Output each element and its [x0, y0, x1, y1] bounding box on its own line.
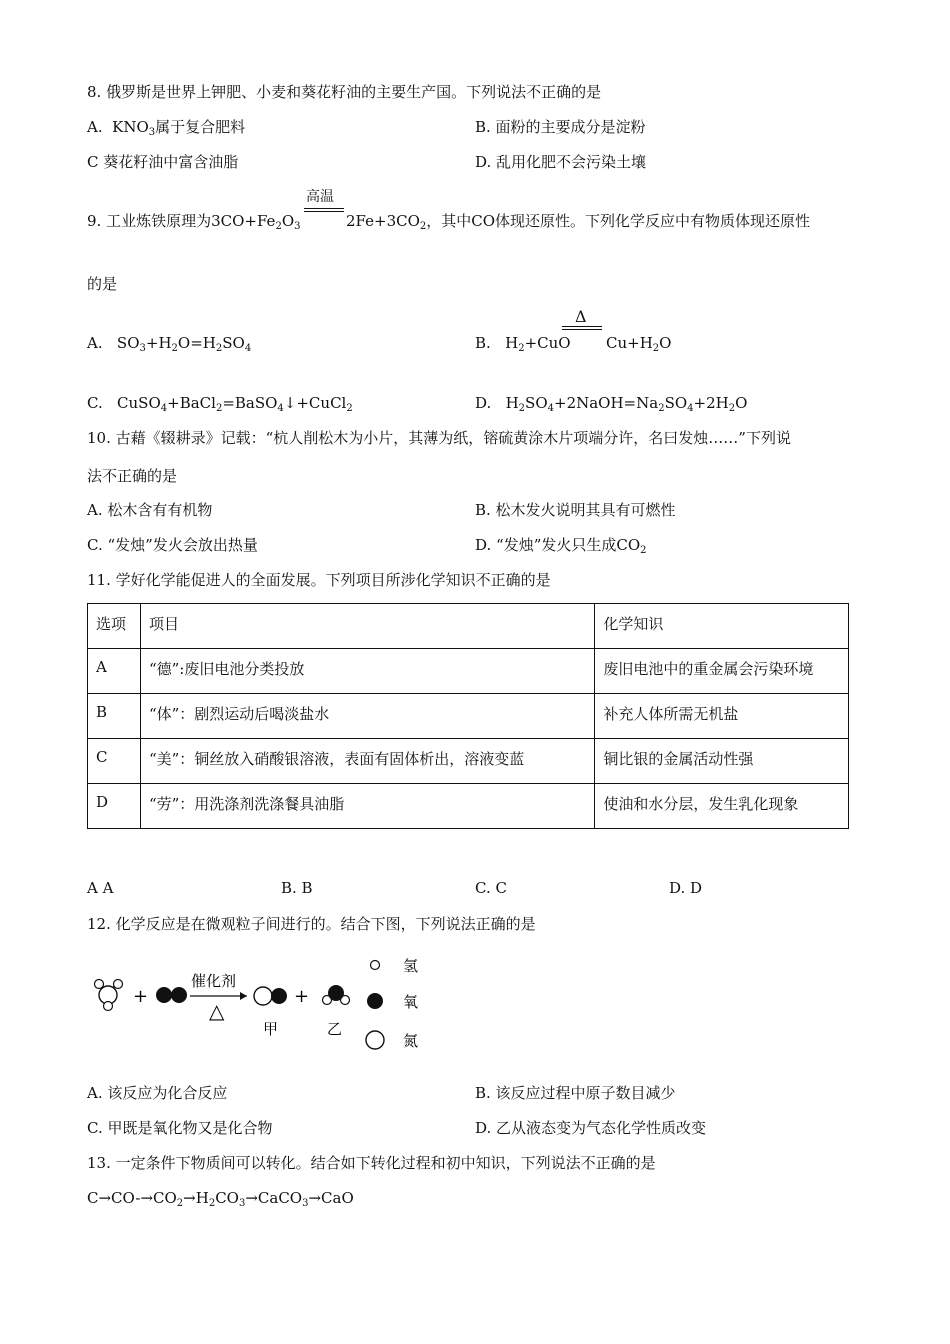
- legend: [366, 958, 418, 1050]
- q13-stem: 13. 一定条件下物质间可以转化。结合如下转化过程和初中知识，下列说法不正确的是: [87, 1154, 656, 1172]
- q9-stem-right: $2Fe+3CO_2$，其中CO体现还原性。下列化学反应中有物质体现还原性: [346, 212, 811, 232]
- product-yi-molecule: [323, 985, 350, 1005]
- hydrogen-legend-icon: [371, 961, 380, 970]
- table-row: [88, 649, 849, 694]
- q10-option-c: C. “发烛”发火会放出热量: [87, 536, 258, 554]
- table-cell: D: [88, 784, 141, 829]
- q9-b-heat-symbol: Δ: [575, 307, 587, 326]
- q10-option-d: D. “发烛”发火只生成$CO_2$: [475, 536, 647, 556]
- q9-option-c: C. CuSO$_4$+BaCl$_2$=BaSO$_4$↓+CuCl$_2$: [87, 394, 353, 414]
- q8-option-b: B. 面粉的主要成分是淀粉: [475, 118, 646, 136]
- q10-stem-line1: 10. 古藉《辍耕录》记载：“杭人削松木为小片，其薄为纸，镕硫黄涂木片项端分许，名曰发烛……”下列说: [87, 429, 791, 447]
- nitrogen-legend-icon: [366, 1031, 384, 1049]
- table-header: 项目: [140, 604, 594, 649]
- table-cell: 使油和水分层，发生乳化现象: [595, 784, 849, 829]
- heat-symbol: △: [209, 999, 225, 1023]
- table-cell: A: [88, 649, 141, 694]
- q11-stem: 11. 学好化学能促进人的全面发展。下列项目所涉化学知识不正确的是: [87, 571, 551, 589]
- q9-condition-high-temp: 高温: [306, 189, 334, 205]
- q10-option-a: A. 松木含有有机物: [87, 501, 213, 519]
- q9-option-b-left: B. $H_2+CuO$: [475, 334, 571, 354]
- q8-stem: 8. 俄罗斯是世界上钾肥、小麦和葵花籽油的主要生产国。下列说法不正确的是: [87, 83, 602, 101]
- table-cell: “劳”：用洗涤剂洗涤餐具油脂: [140, 784, 594, 829]
- q11-table: [87, 603, 849, 829]
- q12-option-b: B. 该反应过程中原子数目减少: [475, 1084, 676, 1102]
- table-cell: B: [88, 694, 141, 739]
- table-row: [88, 694, 849, 739]
- q10-option-b: B. 松木发火说明其具有可燃性: [475, 501, 676, 519]
- q8-option-d: D. 乱用化肥不会污染土壤: [475, 153, 647, 171]
- catalyst-label: 催化剂: [191, 973, 237, 990]
- q9-equals-bar: [304, 208, 344, 212]
- legend-nitrogen: 氮: [403, 1033, 419, 1050]
- jia-label: 甲: [263, 1021, 279, 1038]
- q11-option-c: C. C: [475, 879, 507, 897]
- q11-option-d: D. D: [669, 879, 703, 897]
- q13-conversion-chain: $C\to CO-\to CO_2\to H_2CO_3\to CaCO_3\to CaO$: [87, 1189, 354, 1209]
- q9-stem-left: 9. 工业炼铁原理为$3CO+Fe_2O_3$: [87, 212, 301, 232]
- product-jia-molecule: [254, 987, 287, 1005]
- ammonia-molecule: [95, 980, 123, 1011]
- q8-option-c: C 葵花籽油中富含油脂: [87, 153, 239, 171]
- oxygen-molecule: [156, 987, 187, 1003]
- table-cell: 废旧电池中的重金属会污染环境: [595, 649, 849, 694]
- plus-sign: +: [133, 986, 149, 1007]
- q11-option-b: B. B: [281, 879, 313, 897]
- table-cell: C: [88, 739, 141, 784]
- q9-option-b-right: $Cu+H_2O$: [606, 334, 672, 354]
- q9-b-equals-bar: [562, 326, 602, 330]
- table-cell: 铜比银的金属活动性强: [595, 739, 849, 784]
- table-cell: 补充人体所需无机盐: [595, 694, 849, 739]
- table-row: [88, 784, 849, 829]
- table-cell: “德”:废旧电池分类投放: [140, 649, 594, 694]
- q9-option-a: A. $SO_3+H_2O=H_2SO_4$: [87, 334, 252, 354]
- q11-option-a: A A: [87, 879, 114, 897]
- q9-stem-line2: 的是: [87, 275, 118, 293]
- q9-option-d: D. $H_2SO_4+2NaOH=Na_2SO_4+2H_2O$: [475, 394, 748, 414]
- table-header: 选项: [88, 604, 141, 649]
- q12-option-c: C. 甲既是氧化物又是化合物: [87, 1119, 273, 1137]
- yi-label: 乙: [327, 1021, 343, 1038]
- q10-stem-line2: 法不正确的是: [87, 467, 178, 485]
- legend-hydrogen: 氢: [403, 958, 419, 975]
- q8-option-a: A. $KNO_3$属于复合肥料: [87, 118, 246, 138]
- table-cell: “体”：剧烈运动后喝淡盐水: [140, 694, 594, 739]
- table-header-row: [88, 604, 849, 649]
- oxygen-legend-icon: [367, 993, 383, 1009]
- table-row: [88, 739, 849, 784]
- table-cell: “美”：铜丝放入硝酸银溶液，表面有固体析出，溶液变蓝: [140, 739, 594, 784]
- table-header: 化学知识: [595, 604, 849, 649]
- q12-option-a: A. 该反应为化合反应: [87, 1084, 228, 1102]
- plus-sign: +: [294, 986, 310, 1007]
- arrow-head: [240, 992, 247, 1000]
- legend-oxygen: 氧: [403, 994, 419, 1011]
- q12-reaction-diagram: [87, 950, 447, 1060]
- q12-stem: 12. 化学反应是在微观粒子间进行的。结合下图，下列说法正确的是: [87, 915, 536, 933]
- q12-option-d: D. 乙从液态变为气态化学性质改变: [475, 1119, 707, 1137]
